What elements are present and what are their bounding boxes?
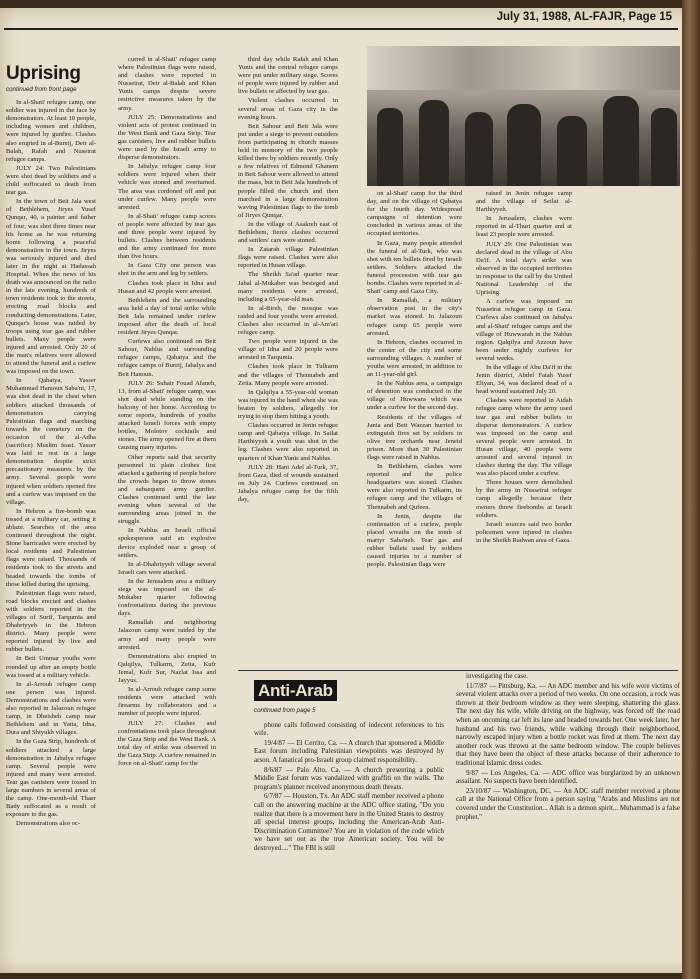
- uprising-column-2: [118, 56, 216, 969]
- article-paragraph: JULY 29: One Palestinian was declared dead in the village of Abu Da'if. A total day's strike was observed in the occupied territories in response to the call by the United National Leadership of the Uprising.: [476, 240, 572, 297]
- article-paragraph: In the Nablus area, a campaign of detention was conducted in the village of Huwwara which was under a curfew for the second day.: [367, 380, 462, 412]
- article-paragraph: In al-Dhahriyyeh village several Israeli cars were attacked.: [118, 560, 216, 576]
- article-paragraph: Israeli sources said two border policemen were injured in clashes in the Sheikh Radwan area of Gaza.: [476, 520, 572, 544]
- uprising-continued-line: continued from front page: [6, 86, 77, 93]
- uprising-column-5: [476, 190, 572, 662]
- uprising-column-4: [367, 190, 462, 662]
- article-paragraph: JULY 25: Demonstrations and violent acts of protest continued in the West Bank and Gaza Strip. Tear gas canisters, live and rubber bullets were used by the Israeli army to disperse demonstrators.: [118, 113, 216, 162]
- article-paragraph: on al-Shati' camp for the third day, and on the village of Qabatya for the fourth day. Widespread campaigns of detention were concluded in various areas of the occupied territories.: [367, 190, 462, 238]
- article-paragraph: In Qabatya, Yasser Muhammad Hamoun Saba'ni, 17, was shot dead in the chest when soldiers attacked thousands of demonstrators carrying Palestinian flags and marching towards the cemetery on the occasion of the al-Adha (sacrifice) Muslim feast. Yasser was laid to rest in a large demonstration despite strict precautionary measures by the army. Several people were injured when soldiers opened fire and a curfew was imposed on the village.: [6, 377, 96, 506]
- article-paragraph: In Hebron a fire-bomb was tossed at a military car, setting it ablaze. Searches of the area continued throughout the night. Stone barricades were erected by local residents and Palestinian flags were raised. Thousands of residents took to the streets and headed towards the tombs of those killed during the uprising.: [6, 507, 96, 588]
- antiarab-col2-paragraphs: [456, 672, 680, 821]
- article-paragraph: 23/10/87 — Washington, DC. — An ADC staff member received a phone call at the National Office from a person saying "Arabs and Muslims are not covered under the Constitution... Allah is a demon spirit... Muhammad is a false prophet.": [456, 786, 680, 821]
- newspaper-page: [0, 8, 700, 973]
- uprising-column-3: [238, 56, 338, 662]
- antiarab-column-2: [456, 672, 680, 968]
- article-paragraph: Demonstrations also erupted in Qalqilya, Tulkarm, Zeita, Kufr Jemal, Kufr Sur, Nazlat Issa and Jayyus.: [118, 652, 216, 685]
- article-paragraph: In Gaza, many people attended the funeral of al-Turk, who was shot with ten bullets fired by Israeli settlers. Soldiers attacked the funeral procession with tear gas bombs. Clashes were reported in al-Shati' camp and Gaza City.: [367, 239, 462, 296]
- masthead-rule: [4, 28, 678, 30]
- article-paragraph: Curfews also continued on Beit Sahour, Nablus and surrounding refugee camps, Qabatya and the refugee camps of Bureij, Jabalya and Beit Hanoun.: [118, 338, 216, 378]
- article-paragraph: In the Gaza Strip, hundreds of soldiers attacked a large demonstration in Jabalya refugee camp. Several people were injured and many were arrested. Tear gas canisters were tossed in large numbers in several areas of the camp. One-month-old Thaer Bady suffocated as a result of exposure to the gas.: [6, 738, 96, 819]
- article-paragraph: A curfew was imposed on Nusseirat refugee camp in Gaza. Curfews also continued on Jabalya and al-Shati' refugee camps and the village of Huwwarah in the Nablus region. Qalqilya and Azzoun have been under nightly curfews for several weeks.: [476, 298, 572, 362]
- article-paragraph: investigating the case.: [466, 672, 529, 680]
- article-paragraph: JULY 28: Hani Adel al-Turk, 37, from Gaza, died of wounds sustained on July 24. Curfews continued on Jabalya refugee camp for the fifth day,: [238, 463, 338, 503]
- article-paragraph: In Hebron, clashes occurred in the center of the city and some surrounding villages. A number of youths were arrested, in addition to an 11-year-old girl.: [367, 338, 462, 379]
- article-paragraph: In Nablus an Israeli official spokesperson said an explosive device exploded near a group of settlers.: [118, 527, 216, 559]
- article-paragraph: In al-Arroub refugee camp one person was injured. Demonstrations and clashes were also reported in Jalazoun refugee camp, in Dheisheh camp near Bethlehem and in Yatta, Idna, Dura and Shiyukh villages.: [6, 680, 96, 737]
- article-paragraph: Three houses were demolished by the army in Nusseirat refugee camp allegedly because their owners threw firebombs at Israeli soldiers.: [476, 479, 572, 519]
- article-paragraph: In Jenin, despite the continuation of a curfew, people placed wreaths on the tomb of martyr Saba'neh. Tear gas and rubber bullets used by soldiers caused injuries to a number of people. Palestinian flags were: [367, 512, 462, 569]
- article-paragraph: In Jerusalem, clashes were reported in al-Thuri quarter and at least 23 people were arrested.: [476, 215, 572, 239]
- article-paragraph: Residents of the villages of Jania and Beit Wazzan hurried to extinguish fires set by soldiers in olive tree orchards near Jeneid prison. More than 30 Palestinian flags were raised in Nablus.: [367, 413, 462, 461]
- page-masthead: July 31, 1988, AL-FAJR, Page 15: [496, 11, 672, 23]
- book-binding: [682, 0, 700, 979]
- article-paragraph: phone calls followed consisting of indecent references to his wife.: [254, 720, 444, 738]
- uprising-col4-paragraphs: [367, 190, 462, 569]
- section-divider: [238, 670, 678, 671]
- article-paragraph: 8/6/87 — Palo Alto, Ca. — A church presenting a public Middle East forum was vandalized with graffiti on the walls. The program's planner received anonymous death threats.: [254, 765, 444, 791]
- article-paragraph: third day while Rafah and Khan Yunis and the central refugee camps were put under military siege. Scores of people were injured by rubber and live bullets or affected by tear gas.: [238, 56, 338, 96]
- article-paragraph: In Beit Ummar youths were rounded up after an empty bottle was tossed at a military vehicle.: [6, 655, 96, 679]
- article-paragraph: In Zatarah village Palestinian flags were raised. Clashes were also reported in Husan village.: [238, 246, 338, 270]
- article-paragraph: In the town of Beit Jala west of Bethlehem, Jiryes Yusef Qunqar, 40, a painter and father of four, was shot three times near his home as he was returning home following a peaceful demonstration in the town. Jiryes was seriously injured and died later in the night at Hadassah Hospital. When the news of his death was announced on the radio in the late evening, hundreds of town residents took to the streets, erecting road blocks and conducting demonstrations. Later, Qunqar's house was raided by troops using tear gas and rubber bullets. Many people were injured and arrested. Only 20 of the man's relatives were allowed to attend the funeral and a curfew was imposed on the town.: [6, 198, 96, 376]
- antiarab-column-1: [254, 680, 444, 968]
- news-photo-demonstration: [367, 46, 680, 186]
- article-paragraph: In al-Shati' refugee camp scores of people were affected by tear gas and three people were injured by bullets. Clashes between residents and the army continued for more than five hours.: [118, 212, 216, 261]
- article-paragraph: In the village of Abu Da'if in the Jenin district, Abdel Fatah Yusef Eliyan, 34, was declared dead of a head wound sustained July 20.: [476, 363, 572, 396]
- article-paragraph: 6/7/87 — Houston, Tx. An ADC staff member received a phone call on the answering machine at the ADC office stating, "Do you realize that there is a movement here in the United States to destroy all special interest groups, including the American-Arab Anti-Discrimination Committee? You are in violation of the code which we have set out as the true American society. You will be destroyed...." The FBI is still: [254, 792, 444, 852]
- article-paragraph: In al-Arroub refugee camp some residents were attacked with firearms by collaborators and a number of people were injured.: [118, 686, 216, 718]
- antiarab-headline: Anti-Arab: [254, 680, 337, 701]
- article-paragraph: JULY 24: Two Palestinians were shot dead by soldiers and a child suffocated to death from tear gas.: [6, 164, 96, 197]
- article-paragraph: Clashes occurred in Jenin refugee camp and Qabatya village. In Sailat Harthiyyeh a youth was shot in the leg. Clashes were also reported in quarters of Khan Yunis and Nablus.: [238, 422, 338, 462]
- uprising-column-1: [6, 64, 96, 969]
- article-paragraph: 9/87 — Los Angeles, Ca. — ADC office was burglarized by an unknown assailant. No suspects have been identified.: [456, 768, 680, 786]
- article-paragraph: 11/7/87 — Pittsburg, Ka. — An ADC member and his wife were victims of several violent attacks over a period of two weeks. On one occasion, a rock was thrown at their bedroom window as they were sleeping, shattering the glass. The next day his wife, while driving on the highway, was forced off the road when an oncoming car left its lane and headed towards her. One week later, her husband and his two friends, while walking through their neighborhood, narrowly escaped injury when a bottle rocket was fired at them. The next day another rock was thrown at the same bedroom window. The couple believes that they have been the object of these attacks because of their adherence to traditional Islamic dress codes.: [456, 681, 680, 767]
- article-paragraph: Clashes took place in Tulkarm and the villages of Thennabeh and Zeita. Many people were arrested.: [238, 363, 338, 387]
- article-paragraph: Violent clashes occurred in several areas of Gaza city in the evening hours.: [238, 97, 338, 121]
- article-paragraph: JULY 26: Suhair Fouad Afaneh, 13, from al-Shati' refugee camp, was shot dead while standing on the balcony of her home. According to some reports, hundreds of youths attacked Israeli forces with empty bottles, Molotov cocktails and stones. The army opened fire at them causing many injuries.: [118, 379, 216, 452]
- article-paragraph: raised in Jenin refugee camp and the village of Seilat al-Harthiyyeh.: [476, 190, 572, 214]
- article-paragraph: The Sheikh Sa'ad quarter near Jabal al-Mukaber was besieged and many residents were arrested, including a 65-year-old man.: [238, 271, 338, 303]
- article-paragraph: Beit Sahour and Beit Jala were put under a siege to prevent outsiders from participating in church masses held in memory of the two people killed there by soldiers recently. Only a few relatives of Edmond Ghanem in Beit Sahour were allowed to attend the mass, but in Beit Jala hundreds of people filled the church and then marched in a large demonstration waving Palestinian flags to the tomb of Jiryes Qunqar.: [238, 122, 338, 219]
- article-paragraph: Palestinian flags were raised, road blocks erected and clashes with soldiers reported in the villages of Surif, Tarqumia and Dhahriyyeh in the Hebron district. Many people were reported injured by live and rubber bullets.: [6, 589, 96, 654]
- article-paragraph: Clashes took place in Idna and Husan and 42 people were arrested.: [118, 279, 216, 295]
- uprising-col1-paragraphs: [6, 99, 96, 828]
- antiarab-continued-line: continued from page 5: [254, 707, 316, 714]
- article-paragraph: 19/4/87 — El Cerrito, Ca. — A church that sponsored a Middle East forum including Palestinian viewpoints was destroyed by arson. A fanatical pro-Israeli group claimed responsibility.: [254, 738, 444, 764]
- article-paragraph: Bethlehem and the surrounding area held a day of total strike while Beit Jala remained under curfew imposed after the death of local resident Jiryes Qunqar.: [118, 296, 216, 337]
- article-paragraph: In Bethlehem, clashes were reported and the police headquarters was stoned. Clashes were also reported in Tulkarm, its refugee camp and the villages of Thennabeh and Qufeen.: [367, 463, 462, 511]
- article-paragraph: In Qalqilya a 55-year-old woman was injured in the hand when she was beaten by soldiers, allegedly for trying to stop them hitting a youth.: [238, 388, 338, 421]
- uprising-headline: Uprising: [6, 64, 81, 84]
- article-paragraph: Clashes were reported in Aidah refugee camp where the army used tear gas and rubber bullets to disperse demonstrators. A curfew was imposed on the camp and several people were arrested. In Husan village, 40 people were arrested and several injured in clashes during the day. The village was also placed under a curfew.: [476, 397, 572, 478]
- article-paragraph: In al-Bireh, the mosque was raided and four youths were arrested. Clashes also occurred in al-Am'ari refugee camp.: [238, 304, 338, 337]
- article-paragraph: In Jabalya refugee camp four soldiers were injured when their vehicle was stoned and overturned. The area was cordoned off and put under curfew. Many people were arrested.: [118, 163, 216, 211]
- article-paragraph: In al-Shati' refugee camp, one soldier was injured in the face by demonstrators. At least 10 people, including women and children, were injured by gunfire. Clashes also erupted in al-Bureij, Deir al-Balah, Rafah and Nuseirat refugee camps.: [6, 99, 96, 163]
- uprising-col2-paragraphs: [118, 56, 216, 768]
- article-paragraph: In the Jerusalem area a military siege was imposed on the al-Mukaber quarter following confrontations during the previous days.: [118, 577, 216, 618]
- article-paragraph: Other reports said that security personnel in plain clothes first attacked a gathering of people before the crowds began to throw stones and subsequent army gunfire. Clashes continued until the late evening when several of the surrounding areas joined in the struggle.: [118, 453, 216, 526]
- article-paragraph: Two people were injured in the village of Idna and 20 people were arrested in Tarqumia.: [238, 338, 338, 362]
- article-paragraph: Demonstrations also oc-: [16, 820, 81, 828]
- uprising-col5-paragraphs: [476, 190, 572, 545]
- article-paragraph: In the village of Asakreh east of Bethlehem, fierce clashes occurred and settlers' cars were stoned.: [238, 220, 338, 245]
- article-paragraph: In Ramallah, a military observation post in the city's market was stoned. In Jalazoun refugee camp 65 people were arrested.: [367, 297, 462, 337]
- article-paragraph: In Gaza City one person was shot in the arm and leg by settlers.: [118, 262, 216, 278]
- uprising-col3-paragraphs: [238, 56, 338, 504]
- antiarab-col1-paragraphs: [254, 721, 444, 853]
- article-paragraph: Ramallah and neighboring Jalazoun camp were raided by the army and many people were arrested.: [118, 619, 216, 651]
- article-paragraph: curred in al-Shati' refugee camp where Palestinian flags were raised, and clashes were reported in Nusseirat, Deir al-Balah and Khan Yunis camps despite severe restrictive measures taken by the army.: [118, 56, 216, 112]
- article-paragraph: JULY 27: Clashes and confrontations took place throughout the Gaza Strip and the West Bank. A total day of strike was observed in the Gaza Strip. A curfew remained in force on al-Shati' camp for the: [118, 719, 216, 767]
